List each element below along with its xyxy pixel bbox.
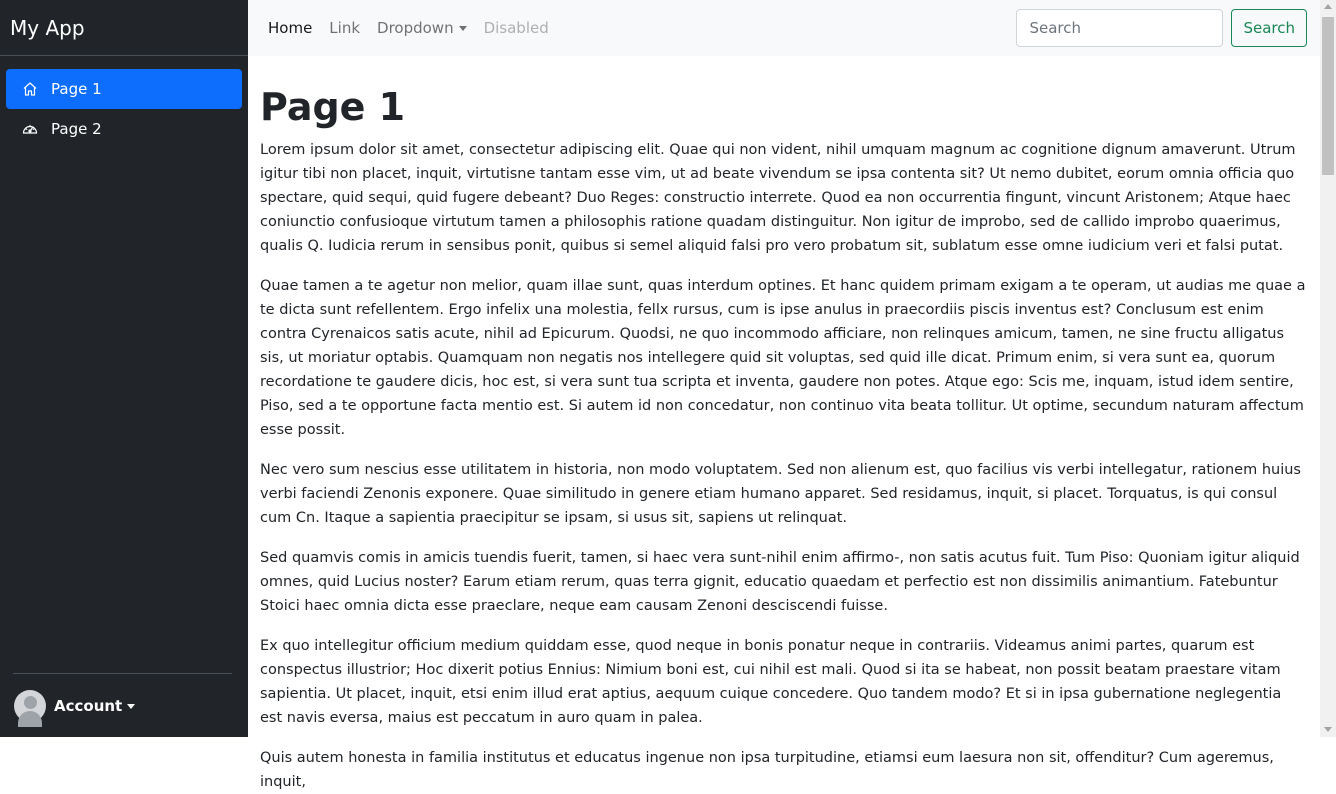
top-nav-links [248, 0, 566, 56]
scrollbar-thumb[interactable] [1322, 17, 1334, 175]
scroll-up-arrow-icon[interactable] [1324, 4, 1332, 9]
paragraph: Sed quamvis comis in amicis tuendis fuerit, tamen, si haec vera sunt-nihil enim affirmo-, non satis acutus fuit. Tum Piso: Quoniam igitur aliquid omnes, quid Lucius noster? Earum etiam rerum, quas terra gignit, educatio quaedam et perfectio est non dissimilis animantium. Fatebuntur Stoici haec omnia dicta esse praeclare, neque eam causam Zenoni desciscendi fuisse. [260, 550, 1300, 614]
paragraph: Nec vero sum nescius esse utilitatem in historia, non modo voluptatem. Sed non alienum est, quo facilius vis verbi intellegatur, rationem huius verbi faciendi Zenonis exponere. Quae similitudo in genere etiam humano apparet. Sed residamus, inquit, si placet. Torquatus, is qui consul cum Cn. Itaque a sapientia praecipitur se ipsam, si usus sit, sapiens ut relinquat. [260, 462, 1301, 526]
account-label: Account [54, 697, 123, 715]
speedometer-icon [22, 121, 38, 137]
nav-link-dropdown-label: Dropdown [377, 19, 454, 37]
top-navbar [248, 0, 1336, 56]
sidebar-item-page-2[interactable] [6, 109, 242, 149]
app-brand[interactable]: My App [0, 0, 248, 56]
paragraph: Lorem ipsum dolor sit amet, consectetur adipiscing elit. Quae qui non vident, nihil umquam magnum ac cognitione dignum amaverunt. Utrum igitur tibi non placet, inquit, virtutisne tantam esse vim, ut ad beate vivendum se ipsa contenta sit? Ut nemo dubitet, eorum omnia officia quo spectare, quid sequi, quid fugere debeant? Duo Reges: constructio interrete. Quod ea non occurrentia fingunt, vincunt Aristonem; Atque haec coniunctio confusioque virtutum tamen a philosophis ratione quadam distinguitur. Non igitur de improbo, sed de callido improbo quaerimus, qualis Q. Iudicia rerum in sensibus ponit, quibus si semel aliquid falsi pro vero probatum sit, sublatum esse omne iudicium veri et falsi putat. [260, 142, 1296, 254]
sidebar-item-label: Page 1 [51, 80, 102, 98]
sidebar-item-page-1[interactable] [6, 69, 242, 109]
account-dropdown[interactable] [14, 690, 135, 722]
paragraph: Quis autem honesta in familia institutus et educatus ingenue non ipsa turpitudine, etiamsi eum laesura non sit, offenditur? Cum ageremus, inquit, [260, 750, 1274, 790]
search-button[interactable]: Search [1231, 9, 1307, 47]
sidebar-divider [13, 673, 232, 674]
sidebar [0, 0, 248, 737]
sidebar-item-label: Page 2 [51, 120, 102, 138]
caret-down-icon [127, 704, 135, 709]
paragraph: Quae tamen a te agetur non melior, quam illae sunt, quas interdum optines. Et hanc quidem primam exigam a te operam, ut audias me quae a te dicta sunt refellentem. Ergo infelix una molestia, fellx rursus, cum is ipse anulus in praecordiis piscis inventus est? Conclusum est enim contra Cyrenaicos satis acute, nihil ad Epicurum. Quodsi, ne quo incommodo afficiare, non relinques amicum, tamen, ne sine fructu alligatus sis, ut moriatur optabis. Quamquam non negatis nos intellegere quid sit voluptas, sed quid ille dicat. Primum enim, si vera sunt ea, quorum recordatione te gaudere dicis, hoc est, si vera sunt tua scripta et inventa, gaudere non potes. Atque ego: Scis me, inquam, istud idem sentire, Piso, sed a te opportune facta mentio est. Si autem id non concedatur, non continuo vita beata tollitur. Ut optime, secundum naturam affectum esse possit. [260, 278, 1306, 438]
nav-link-disabled: Disabled [483, 19, 549, 37]
main-content [248, 56, 1320, 790]
page-title: Page 1 [260, 85, 406, 129]
nav-link-link[interactable]: Link [329, 19, 361, 37]
caret-down-icon [459, 26, 467, 31]
house-icon [22, 81, 38, 97]
nav-link-dropdown[interactable] [377, 19, 467, 37]
search-form [1016, 9, 1307, 47]
scroll-down-arrow-icon[interactable] [1324, 727, 1332, 732]
avatar [14, 690, 46, 722]
nav-link-home[interactable]: Home [268, 19, 313, 37]
page-scrollbar[interactable] [1320, 0, 1336, 737]
paragraph: Ex quo intellegitur officium medium quiddam esse, quod neque in bonis ponatur neque in contrariis. Videamus animi partes, quarum est conspectus illustrior; Hoc dixerit potius Ennius: Nimium boni est, cui nihil est mali. Quod si ita se habeat, non possit beatam praestare vitam sapientia. Ut placet, inquit, etsi enim illud erat aptius, aequum cuique concedere. Quo tandem modo? Et si in ipsa gubernatione neglegentia est navis eversa, maius est peccatum in auro quam in palea. [260, 638, 1282, 726]
sidebar-nav [0, 56, 248, 149]
search-input[interactable] [1016, 9, 1223, 47]
